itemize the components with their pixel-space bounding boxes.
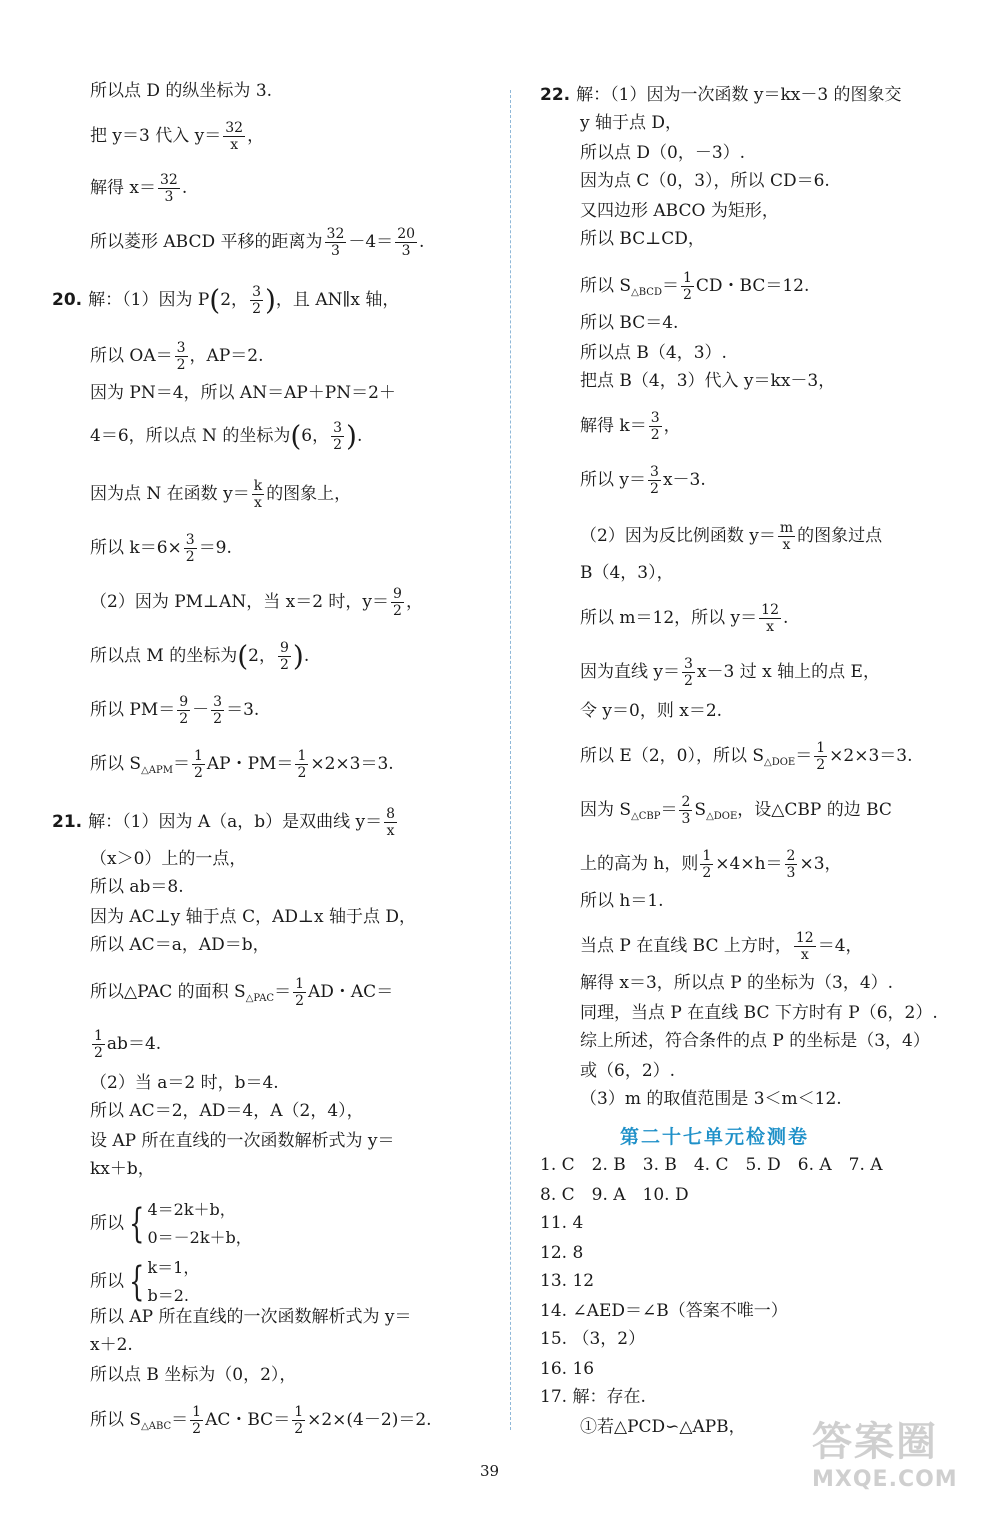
text-line: 所以 AP 所在直线的一次函数解析式为 y＝ xyxy=(90,1307,412,1327)
text-line: 所以 ab＝8. xyxy=(90,877,184,897)
text-line: 所以点 B（4，3）. xyxy=(580,343,727,363)
column-divider xyxy=(510,90,511,1430)
answer-line: 16. 16 xyxy=(540,1359,595,1379)
text-line: 令 y＝0，则 x＝2. xyxy=(580,701,723,721)
text-line: 所以 PM＝ $\frac{9}{2}$ － $\frac{3}{2}$ ＝3. xyxy=(90,694,260,727)
text-line: （2）因为反比例函数 y＝ $\frac{m}{x}$ 的图象过点 xyxy=(580,520,883,553)
text-line: （x＞0）上的一点， xyxy=(90,849,247,869)
text-line: 把点 B（4，3）代入 y＝kx－3， xyxy=(580,371,836,391)
equation-system: 所以 { 4＝2k＋b， 0＝－2k＋b， xyxy=(90,1200,252,1247)
text-line: 因为 PN＝4，所以 AN＝AP＋PN＝2＋ xyxy=(90,383,396,403)
text-line: 所以 k＝6× $\frac{3}{2}$ ＝9. xyxy=(90,532,232,565)
text-line: 所以点 D 的纵坐标为 3. xyxy=(90,81,273,101)
watermark-line1: 答案圈 xyxy=(812,1419,938,1465)
text-line: 所以点 B 坐标为（0，2）， xyxy=(90,1365,297,1385)
text-line: 因为 $S_{\triangle CBP}=$ $\frac{2}{3}$ $S_{\triangle DOE}$，设△CBP 的边 BC xyxy=(580,794,892,827)
text-line: 所以点 D（0，－3）. xyxy=(580,143,746,163)
text-line: 所以 y＝ $\frac{3}{2}$ x－3. xyxy=(580,464,706,497)
section-title: 第二十七单元检测卷 xyxy=(620,1126,810,1148)
text-line: 解得 k＝ $\frac{3}{2}$ ， xyxy=(580,410,681,443)
answer-line: 15. （3，2） xyxy=(540,1329,646,1349)
text-line: 所以 $S_{\triangle BCD}=$ $\frac{1}{2}$ CD・BC＝12. xyxy=(580,270,810,303)
text-line: 把 y＝3 代入 y＝ $\frac{32}{x}$ ， xyxy=(90,120,265,153)
text-line: 所以 BC＝4. xyxy=(580,313,679,333)
answer-line: 8. C 9. A 10. D xyxy=(540,1185,689,1205)
text-line: 同理，当点 P 在直线 BC 下方时有 P（6，2）. xyxy=(580,1003,938,1023)
text-line: B（4，3）， xyxy=(580,563,674,583)
text-line: 又四边形 ABCO 为矩形， xyxy=(580,201,779,221)
text-line: 或（6，2）. xyxy=(580,1061,676,1081)
text-line: 设 AP 所在直线的一次函数解析式为 y＝ xyxy=(90,1131,395,1151)
text-line: 上的高为 h，则 $\frac{1}{2}$ ×4×h＝ $\frac{2}{3}$ ×3， xyxy=(580,848,842,881)
answer-line: 14. ∠AED＝∠B（答案不唯一） xyxy=(540,1301,788,1321)
text-line: 综上所述，符合条件的点 P 的坐标是（3，4） xyxy=(580,1031,930,1051)
text-line: 所以点 M 的坐标为(2， $\frac{9}{2}$ ). xyxy=(90,639,310,673)
text-line: （2）因为 PM⊥AN，当 x＝2 时，y＝ $\frac{9}{2}$ ， xyxy=(90,586,423,619)
text-line: 所以△PAC 的面积 $S_{\triangle PAC}=$ $\frac{1}{2}$ AD・AC＝ xyxy=(90,976,394,1009)
answer-line: ①若△PCD∽△APB， xyxy=(580,1417,746,1437)
page-number: 39 xyxy=(480,1462,500,1480)
answer-line: 12. 8 xyxy=(540,1243,584,1263)
question-20: 20. 解：（1）因为 P(2， $\frac{3}{2}$ )，且 AN∥x 轴， xyxy=(52,283,400,317)
answer-line: 11. 4 xyxy=(540,1213,584,1233)
text-line: $\frac{1}{2}$ ab＝4. xyxy=(94,1028,162,1061)
text-line: 当点 P 在直线 BC 上方时， $\frac{12}{x}$ ＝4， xyxy=(580,930,863,963)
text-line: y 轴于点 D， xyxy=(580,113,683,133)
watermark-logo xyxy=(812,1410,987,1510)
text-line: 因为直线 y＝ $\frac{3}{2}$ x－3 过 x 轴上的点 E， xyxy=(580,656,880,689)
text-line: （2）当 a＝2 时，b＝4. xyxy=(90,1073,279,1093)
text-line: 所以 OA＝ $\frac{3}{2}$ ，AP＝2. xyxy=(90,340,264,373)
text-line: 所以 h＝1. xyxy=(580,891,664,911)
text-line: 所以 BC⊥CD， xyxy=(580,229,705,249)
answer-line: 13. 12 xyxy=(540,1271,595,1291)
text-line: 因为点 N 在函数 y＝ $\frac{k}{x}$ 的图象上， xyxy=(90,478,352,511)
equation-system: 所以 { k＝1， b＝2. xyxy=(90,1258,200,1305)
text-line: 因为 AC⊥y 轴于点 C，AD⊥x 轴于点 D， xyxy=(90,907,417,927)
answer-line: 1. C 2. B 3. B 4. C 5. D 6. A 7. A xyxy=(540,1155,883,1175)
text-line: 所以菱形 ABCD 平移的距离为 $\frac{32}{3}$ －4＝ $\frac{20}{3}$ . xyxy=(90,226,425,259)
text-line: 所以 $S_{\triangle ABC}=$ $\frac{1}{2}$ AC・BC＝ $\frac{1}{2}$ ×2×(4－2)＝2. xyxy=(90,1404,432,1437)
text-line: 4＝6，所以点 N 的坐标为(6， $\frac{3}{2}$ ). xyxy=(90,419,363,453)
text-line: （3）m 的取值范围是 3＜m＜12. xyxy=(580,1089,842,1109)
watermark-line2: MXQE.COM xyxy=(812,1467,958,1492)
answer-line: 17. 解：存在. xyxy=(540,1387,646,1407)
text-line: x＋2. xyxy=(90,1335,133,1355)
text-line: kx＋b， xyxy=(90,1159,155,1179)
question-21: 21. 解：（1）因为 A（a，b）是双曲线 y＝ $\frac{8}{x}$ xyxy=(52,806,396,839)
text-line: 解得 x＝3，所以点 P 的坐标为（3，4）. xyxy=(580,973,894,993)
text-line: 所以 m＝12，所以 y＝ $\frac{12}{x}$ . xyxy=(580,602,789,635)
question-22: 22. 解：（1）因为一次函数 y＝kx－3 的图象交 xyxy=(540,85,902,105)
text-line: 所以 E（2，0），所以 $S_{\triangle DOE}=$ $\frac{1}{2}$ ×2×3＝3. xyxy=(580,740,913,773)
text-line: 所以 AC＝a，AD＝b， xyxy=(90,935,270,955)
text-line: 所以 AC＝2，AD＝4，A（2，4）， xyxy=(90,1101,364,1121)
text-line: 所以 $S_{\triangle APM}=$ $\frac{1}{2}$ AP・PM＝ $\frac{1}{2}$ ×2×3＝3. xyxy=(90,748,394,781)
text-line: 因为点 C（0，3），所以 CD＝6. xyxy=(580,171,830,191)
text-line: 解得 x＝ $\frac{32}{3}$ . xyxy=(90,172,188,205)
